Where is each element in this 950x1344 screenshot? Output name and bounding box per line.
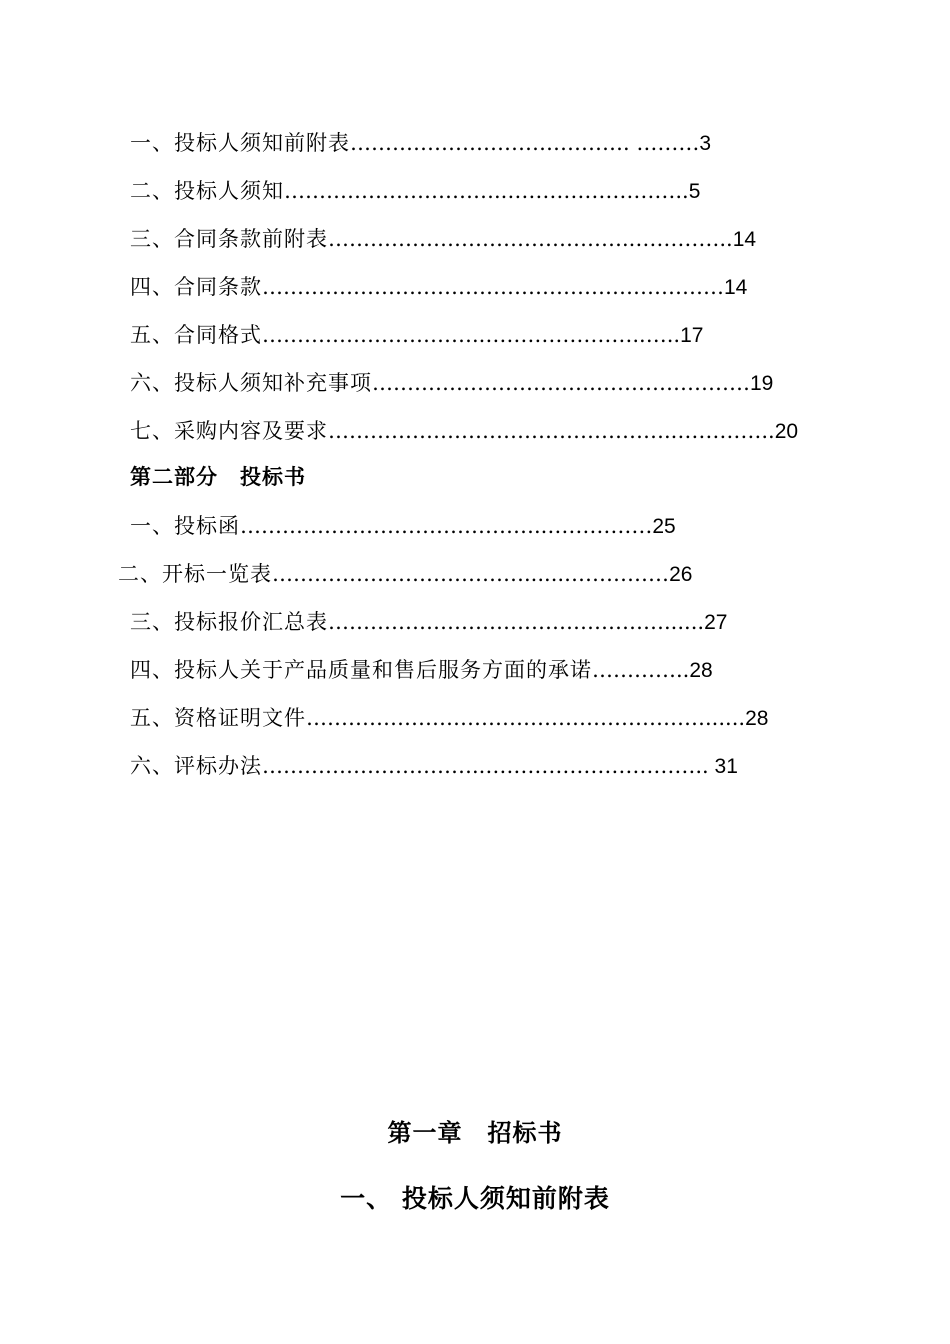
toc-entry[interactable] [130, 416, 798, 447]
toc-entry-leader: …………………………………. ……… [350, 131, 700, 155]
toc-entry-page: 25 [652, 515, 676, 538]
toc-entry[interactable] [118, 559, 692, 590]
toc-entry[interactable] [130, 751, 738, 782]
toc-entry[interactable] [130, 655, 713, 686]
toc-entry-page: 5 [688, 180, 701, 203]
toc-entry-leader: …………………………..…………………..….. [262, 323, 681, 347]
chapter-title: 第一章 招标书 [387, 1119, 563, 1147]
toc-entry[interactable] [130, 128, 711, 159]
toc-entry-label: 三、合同条款前附表 [130, 227, 328, 251]
part2-heading: 第二部分 投标书 [130, 465, 306, 489]
toc-entry-page: 14 [732, 228, 757, 251]
subchapter-title: 一、 投标人须知前附表 [340, 1184, 610, 1213]
toc-entry-label: 二、开标一览表 [118, 562, 272, 586]
toc-entry-leader: ……………………………………………… [372, 371, 750, 395]
toc-entry-label: 四、投标人关于产品质量和售后服务方面的承诺 [130, 658, 592, 682]
toc-entry-leader: …………………………………………..………….. [328, 419, 775, 443]
toc-entry-page: 14 [724, 276, 748, 299]
toc-entry-page: 19 [750, 372, 774, 395]
toc-entry-label: 四、合同条款 [130, 275, 262, 299]
toc-entry-label: 六、评标办法 [130, 754, 262, 778]
toc-entry-leader: …………………………………………...... [328, 610, 705, 634]
toc-entry-leader: …………………………..………………………….. [262, 754, 709, 778]
toc-entry[interactable] [130, 368, 773, 399]
toc-entry[interactable] [130, 224, 756, 255]
toc-entry-page: 26 [669, 563, 693, 586]
toc-entry-label: 一、投标函 [130, 514, 240, 538]
toc-entry-page: 28 [745, 707, 769, 730]
toc-entry-leader: ………….. [592, 658, 690, 682]
toc-entry-leader: ………………………………......…………… [272, 562, 670, 586]
toc-entry[interactable] [130, 703, 768, 734]
toc-entry-page: 17 [680, 324, 704, 347]
toc-entry-label: 二、投标人须知 [130, 179, 284, 203]
toc-entry-page: 28 [689, 659, 713, 682]
toc-entry-leader: ……………………………………..…………… [240, 514, 653, 538]
toc-entry[interactable] [130, 607, 727, 638]
toc-entry-page: 31 [708, 755, 738, 778]
toc-entry-label: 七、采购内容及要求 [130, 419, 328, 443]
toc-entry[interactable] [130, 272, 747, 303]
toc-entry-label: 五、合同格式 [130, 323, 262, 347]
toc-entry[interactable] [130, 176, 700, 207]
toc-entry-leader: …………………………………………………...... [306, 706, 746, 730]
toc-entry-label: 五、资格证明文件 [130, 706, 306, 730]
toc-entry-label: 一、投标人须知前附表 [130, 131, 350, 155]
toc-entry[interactable] [130, 320, 703, 351]
toc-entry-leader: ………………………………………………………… [262, 275, 724, 299]
toc-entry-label: 三、投标报价汇总表 [130, 610, 328, 634]
toc-entry-page: 3 [699, 132, 712, 155]
toc-entry[interactable] [130, 511, 676, 542]
toc-entry-leader: …………………………..…………………….. [284, 179, 689, 203]
toc-entry-page: 27 [704, 611, 728, 634]
toc-entry-label: 六、投标人须知补充事项 [130, 371, 372, 395]
toc-entry-leader: ……………………………………..………….. [328, 227, 733, 251]
toc-entry-page: 20 [774, 420, 799, 443]
